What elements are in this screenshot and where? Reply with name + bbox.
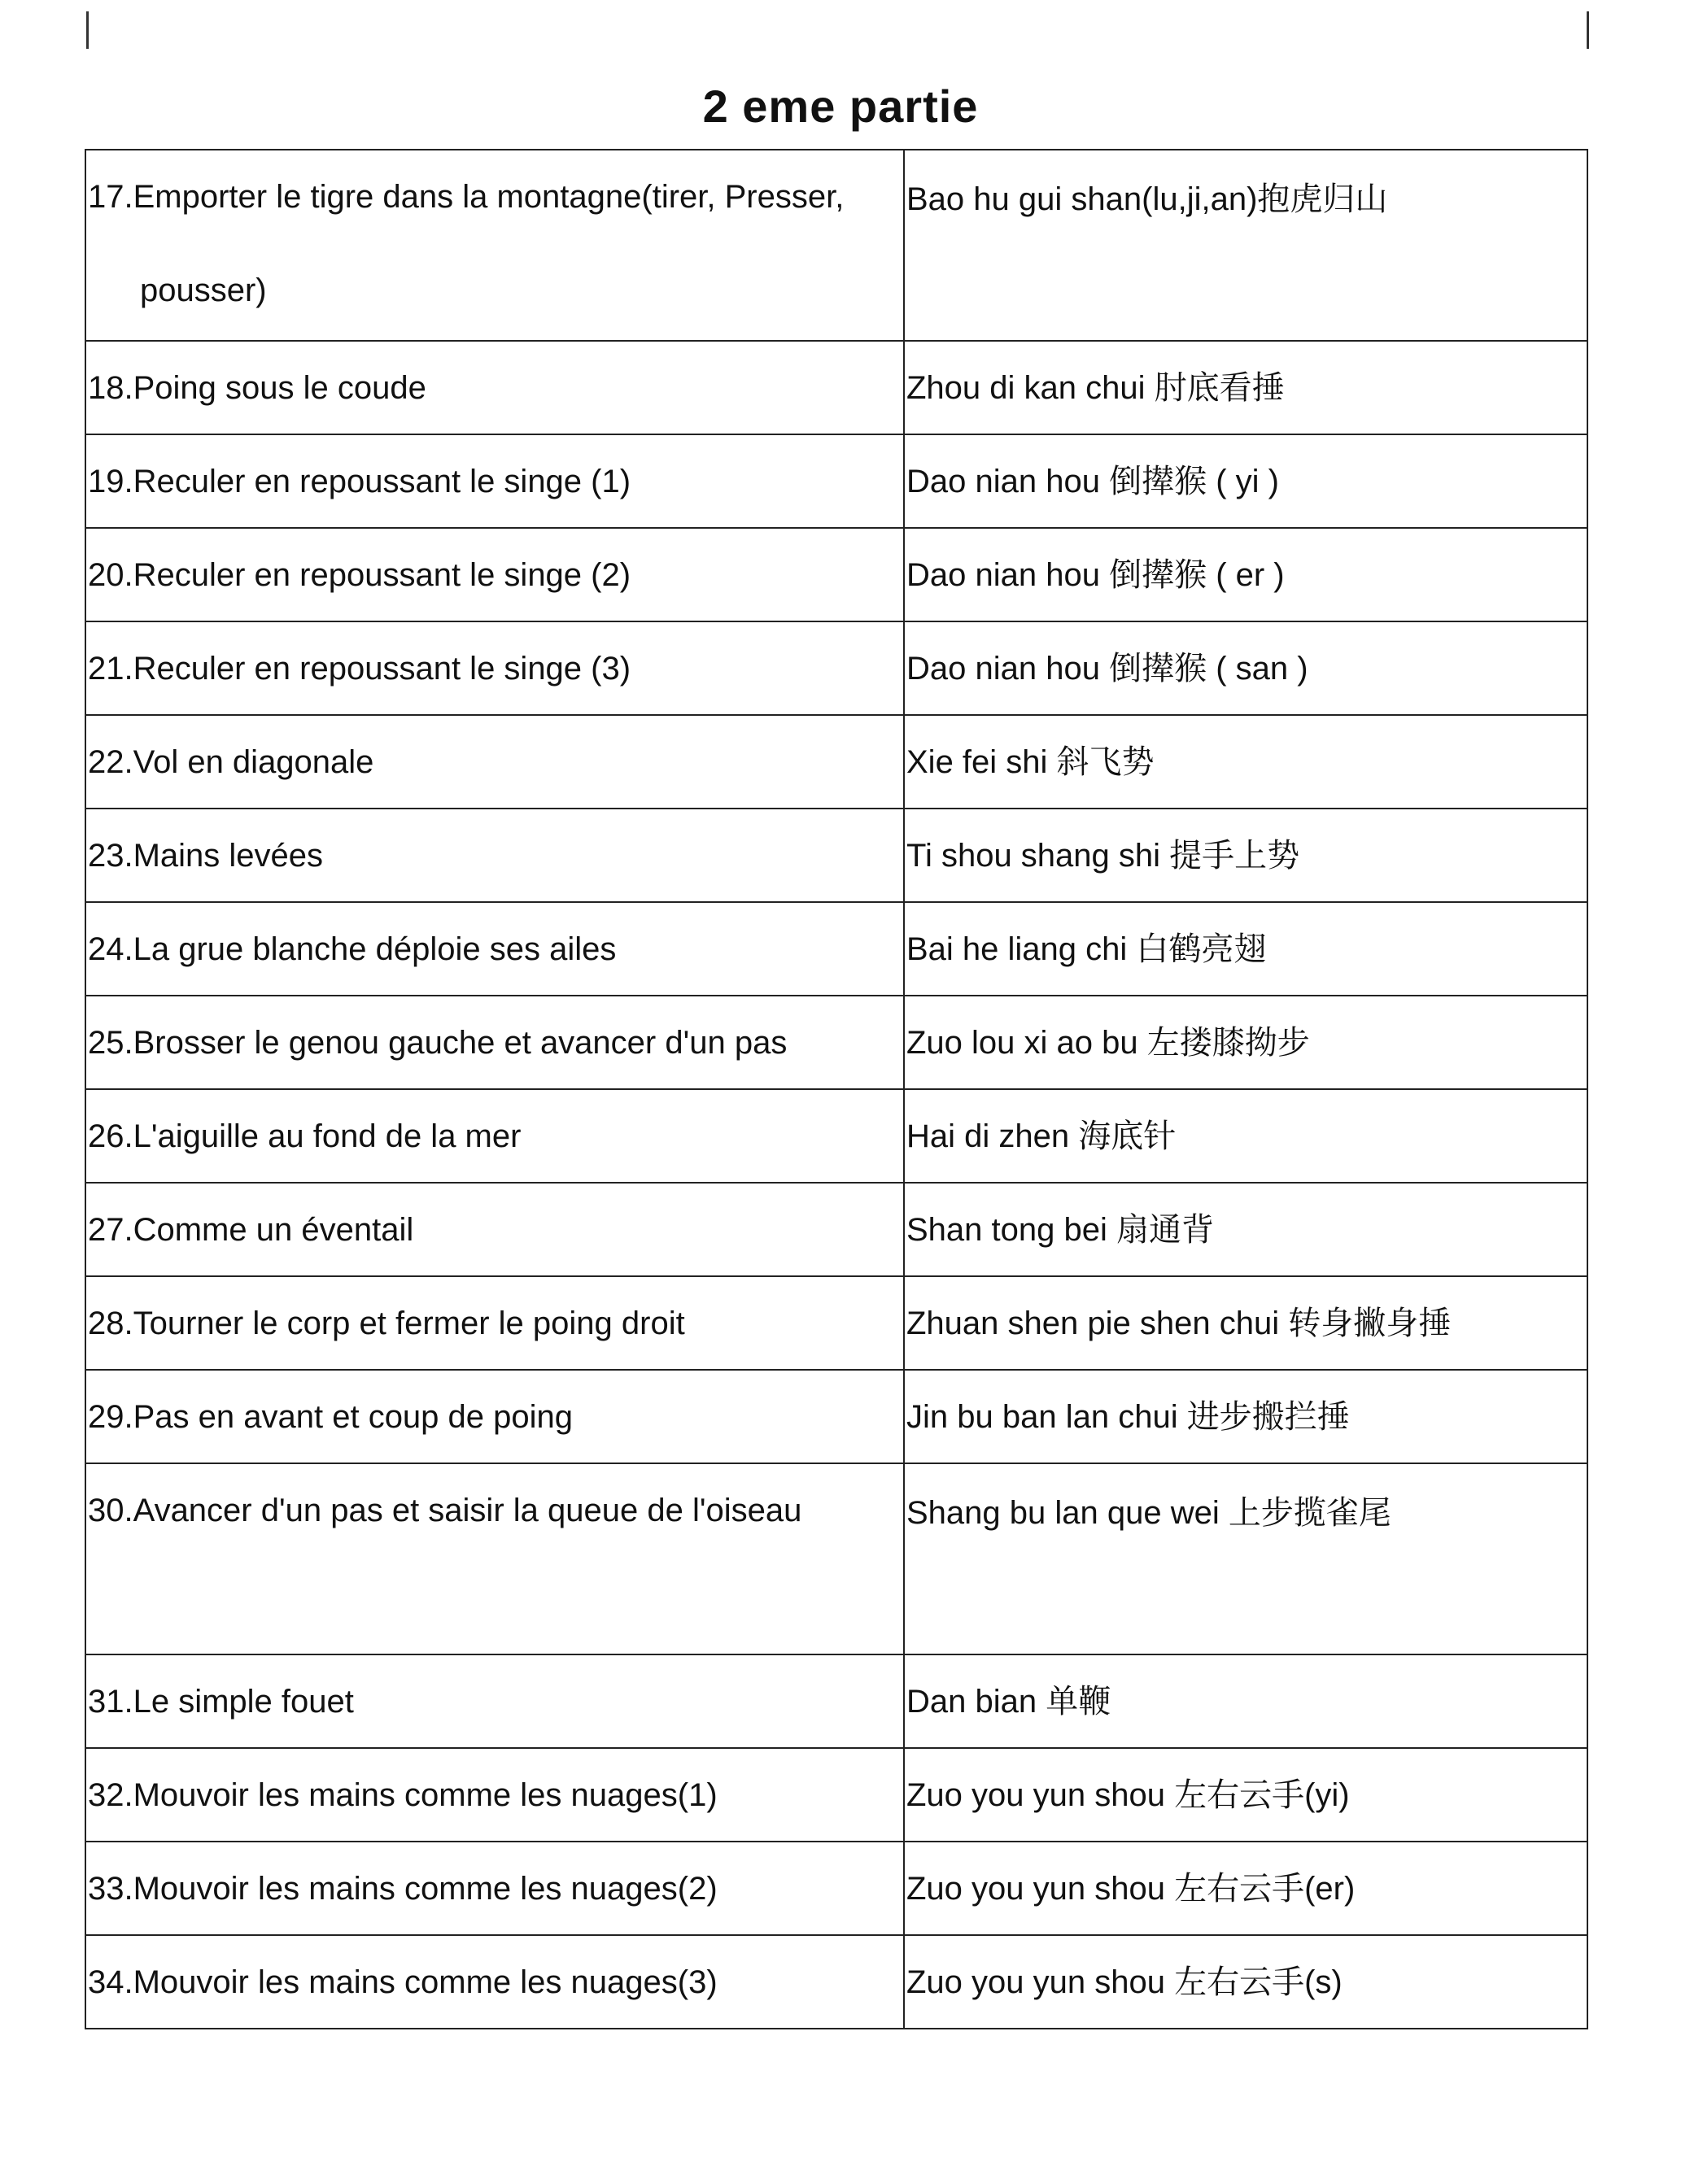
table-row	[85, 1935, 1587, 2029]
french-name: 31.Le simple fouet	[88, 1683, 354, 1720]
chinese-name-cell	[904, 809, 1587, 902]
french-name-cell	[85, 1276, 904, 1370]
french-name-cell	[85, 1183, 904, 1276]
french-name: 21.Reculer en repoussant le singe (3)	[88, 650, 631, 687]
french-name: 17.Emporter le tigre dans la montagne(tirer, Presser, pousser)	[88, 179, 845, 308]
chinese-name: Bao hu gui shan(lu,ji,an)抱虎归山	[906, 181, 1388, 217]
french-name-cell	[85, 621, 904, 715]
french-name: 33.Mouvoir les mains comme les nuages(2)	[88, 1870, 718, 1907]
moves-table	[85, 149, 1588, 2029]
table-row	[85, 1654, 1587, 1748]
french-name-cell	[85, 902, 904, 996]
french-name: 25.Brosser le genou gauche et avancer d'un pas	[88, 1024, 788, 1061]
table-row	[85, 715, 1587, 809]
table-row	[85, 996, 1587, 1089]
french-name: 22.Vol en diagonale	[88, 743, 374, 780]
french-name: 19.Reculer en repoussant le singe (1)	[88, 463, 631, 499]
chinese-name: Dao nian hou 倒撵猴 ( er )	[906, 556, 1285, 593]
chinese-name-cell	[904, 902, 1587, 996]
table-row	[85, 1183, 1587, 1276]
table-row	[85, 1089, 1587, 1183]
chinese-name-cell	[904, 1654, 1587, 1748]
page-edge-mark-left	[86, 11, 89, 49]
chinese-name-cell	[904, 1370, 1587, 1463]
chinese-name: Zuo lou xi ao bu 左搂膝拗步	[906, 1024, 1310, 1061]
chinese-name-cell	[904, 1183, 1587, 1276]
chinese-name: Dao nian hou 倒撵猴 ( yi )	[906, 463, 1279, 499]
table-row	[85, 341, 1587, 434]
chinese-name-cell	[904, 1748, 1587, 1842]
french-name: 29.Pas en avant et coup de poing	[88, 1398, 574, 1435]
chinese-name-cell	[904, 621, 1587, 715]
french-name: 27.Comme un éventail	[88, 1211, 414, 1248]
chinese-name-cell	[904, 150, 1587, 341]
french-name-cell	[85, 434, 904, 528]
table-row	[85, 1370, 1587, 1463]
french-name: 18.Poing sous le coude	[88, 369, 426, 406]
french-name: 24.La grue blanche déploie ses ailes	[88, 931, 617, 967]
chinese-name-cell	[904, 1842, 1587, 1935]
chinese-name-cell	[904, 715, 1587, 809]
chinese-name: Jin bu ban lan chui 进步搬拦捶	[906, 1398, 1350, 1435]
chinese-name: Ti shou shang shi 提手上势	[906, 837, 1300, 874]
french-name: 20.Reculer en repoussant le singe (2)	[88, 556, 631, 593]
table-row	[85, 528, 1587, 621]
table-row	[85, 1748, 1587, 1842]
french-name: 26.L'aiguille au fond de la mer	[88, 1118, 522, 1154]
french-name-cell	[85, 341, 904, 434]
chinese-name: Shang bu lan que wei 上步揽雀尾	[906, 1495, 1391, 1531]
page-edge-mark-right	[1587, 11, 1589, 49]
table-row	[85, 434, 1587, 528]
french-name-cell	[85, 809, 904, 902]
chinese-name-cell	[904, 341, 1587, 434]
table-row	[85, 621, 1587, 715]
chinese-name: Zhou di kan chui 肘底看捶	[906, 369, 1285, 406]
table-row	[85, 150, 1587, 341]
chinese-name: Zuo you yun shou 左右云手(er)	[906, 1870, 1356, 1907]
chinese-name: Hai di zhen 海底针	[906, 1118, 1177, 1154]
chinese-name: Dan bian 单鞭	[906, 1683, 1111, 1720]
chinese-name-cell	[904, 1463, 1587, 1654]
table-row	[85, 1463, 1587, 1654]
french-name: 28.Tourner le corp et fermer le poing droit	[88, 1305, 685, 1341]
chinese-name-cell	[904, 434, 1587, 528]
french-name-cell	[85, 528, 904, 621]
french-name: 34.Mouvoir les mains comme les nuages(3)	[88, 1964, 718, 2000]
french-name: 32.Mouvoir les mains comme les nuages(1)	[88, 1776, 718, 1813]
chinese-name: Bai he liang chi 白鹤亮翅	[906, 931, 1267, 967]
table-row	[85, 1276, 1587, 1370]
french-name: 23.Mains levées	[88, 837, 324, 874]
french-name-cell	[85, 1370, 904, 1463]
chinese-name: Zuo you yun shou 左右云手(yi)	[906, 1776, 1350, 1813]
chinese-name-cell	[904, 996, 1587, 1089]
chinese-name-cell	[904, 528, 1587, 621]
chinese-name: Xie fei shi 斜飞势	[906, 743, 1155, 780]
chinese-name-cell	[904, 1276, 1587, 1370]
moves-table-body	[85, 150, 1587, 2029]
table-row	[85, 809, 1587, 902]
french-name-cell	[85, 996, 904, 1089]
chinese-name: Zuo you yun shou 左右云手(s)	[906, 1964, 1343, 2000]
chinese-name-cell	[904, 1089, 1587, 1183]
table-row	[85, 902, 1587, 996]
french-name-cell	[85, 150, 904, 341]
chinese-name: Dao nian hou 倒撵猴 ( san )	[906, 650, 1308, 687]
french-name-cell	[85, 1842, 904, 1935]
chinese-name: Zhuan shen pie shen chui 转身撇身捶	[906, 1305, 1452, 1341]
french-name-cell	[85, 715, 904, 809]
french-name-cell	[85, 1935, 904, 2029]
table-row	[85, 1842, 1587, 1935]
french-name-cell	[85, 1748, 904, 1842]
chinese-name-cell	[904, 1935, 1587, 2029]
page-title: 2 eme partie	[702, 81, 979, 132]
french-name-cell	[85, 1089, 904, 1183]
french-name-cell	[85, 1463, 904, 1654]
chinese-name: Shan tong bei 扇通背	[906, 1211, 1214, 1248]
french-name-cell	[85, 1654, 904, 1748]
french-name: 30.Avancer d'un pas et saisir la queue de l'oiseau	[88, 1493, 802, 1528]
